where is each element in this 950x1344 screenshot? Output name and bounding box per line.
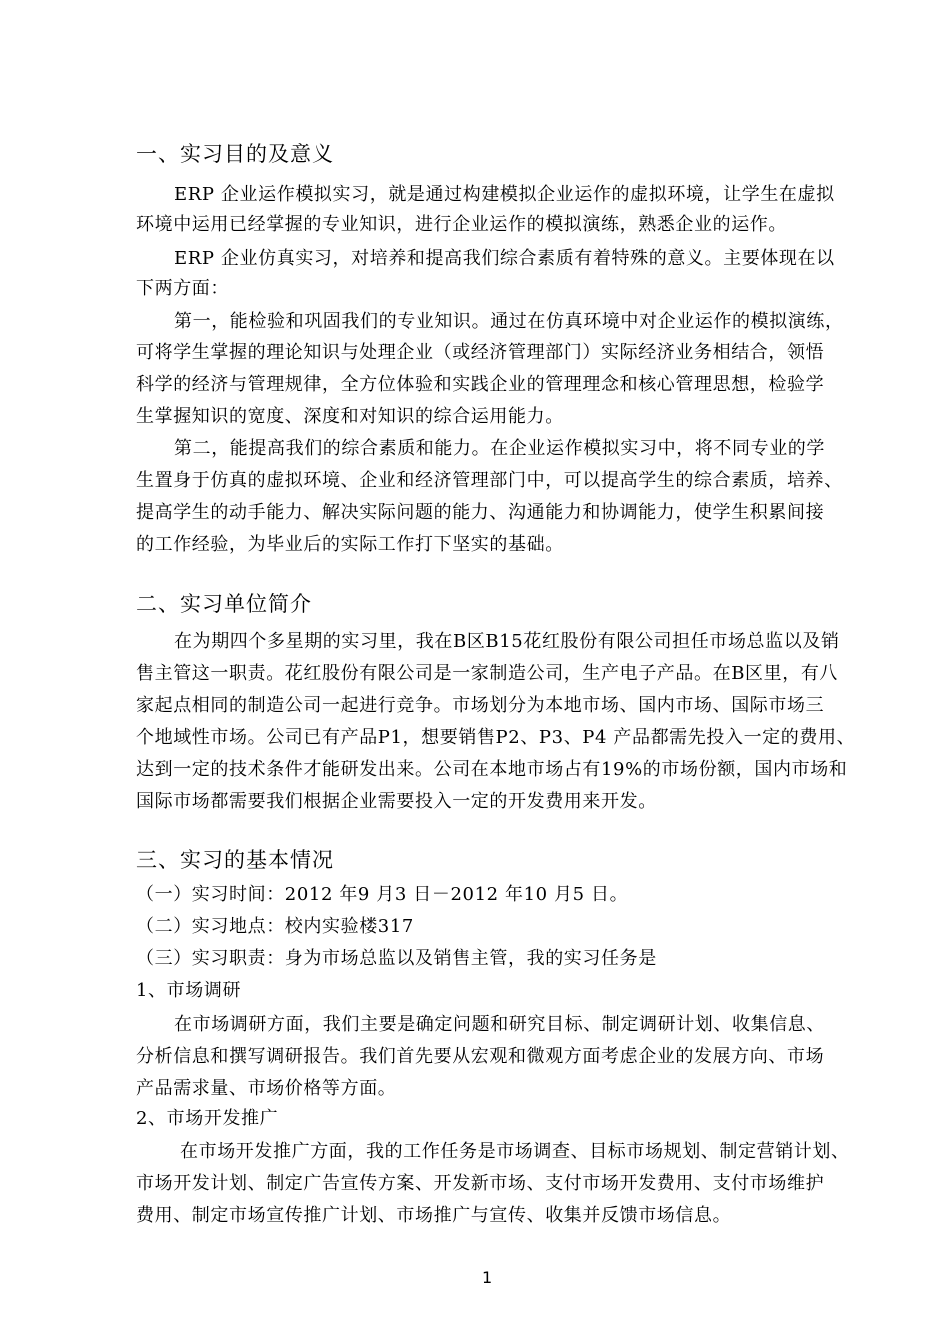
- section-heading-basics: 三、实习的基本情况: [136, 848, 334, 872]
- paragraph-line: （二）实习地点：校内实验楼317: [136, 916, 414, 937]
- paragraph-line: 费用、制定市场宣传推广计划、市场推广与宣传、收集并反馈市场信息。: [136, 1205, 732, 1226]
- paragraph-line: 在市场调研方面，我们主要是确定问题和研究目标、制定调研计划、收集信息、: [174, 1014, 825, 1035]
- paragraph-line: 家起点相同的制造公司一起进行竞争。市场划分为本地市场、国内市场、国际市场三: [136, 695, 825, 716]
- paragraph-line: 市场开发计划、制定广告宣传方案、开发新市场、支付市场开发费用、支付市场维护: [136, 1173, 825, 1194]
- paragraph-line: 产品需求量、市场价格等方面。: [136, 1078, 397, 1099]
- paragraph-line: 环境中运用已经掌握的专业知识，进行企业运作的模拟演练，熟悉企业的运作。: [136, 214, 787, 235]
- paragraph-line: ERP 企业仿真实习，对培养和提高我们综合素质有着特殊的意义。主要体现在以: [174, 248, 835, 269]
- paragraph-line: 在市场开发推广方面，我的工作任务是市场调查、目标市场规划、制定营销计划、: [180, 1141, 850, 1162]
- page-number: 1: [482, 1268, 493, 1287]
- paragraph-line: ERP 企业运作模拟实习，就是通过构建模拟企业运作的虚拟环境，让学生在虚拟: [174, 184, 835, 205]
- paragraph-line: 第二，能提高我们的综合素质和能力。在企业运作模拟实习中，将不同专业的学: [174, 438, 825, 459]
- paragraph-line: 可将学生掌握的理论知识与处理企业（或经济管理部门）实际经济业务相结合，领悟: [136, 342, 825, 363]
- subheading-line: 2、市场开发推广: [136, 1108, 279, 1129]
- paragraph-line: 的工作经验，为毕业后的实际工作打下坚实的基础。: [136, 534, 564, 555]
- subheading-line: 1、市场调研: [136, 980, 242, 1001]
- paragraph-line: （三）实习职责：身为市场总监以及销售主管，我的实习任务是: [136, 948, 657, 969]
- paragraph-line: 第一，能检验和巩固我们的专业知识。通过在仿真环境中对企业运作的模拟演练，: [174, 311, 844, 332]
- paragraph-line: 生置身于仿真的虚拟环境、企业和经济管理部门中，可以提高学生的综合素质，培养、: [136, 470, 843, 491]
- paragraph-line: 在为期四个多星期的实习里，我在B区B15花红股份有限公司担任市场总监以及销: [174, 631, 840, 652]
- paragraph-line: 分析信息和撰写调研报告。我们首先要从宏观和微观方面考虑企业的发展方向、市场: [136, 1046, 825, 1067]
- section-heading-purpose: 一、实习目的及意义: [136, 142, 334, 166]
- paragraph-line: 提高学生的动手能力、解决实际问题的能力、沟通能力和协调能力，使学生积累间接: [136, 502, 825, 523]
- paragraph-line: 个地域性市场。公司已有产品P1，想要销售P2、P3、P4 产品都需先投入一定的费用、: [136, 727, 856, 748]
- section-heading-company: 二、实习单位简介: [136, 592, 312, 616]
- paragraph-line: 国际市场都需要我们根据企业需要投入一定的开发费用来开发。: [136, 791, 657, 812]
- paragraph-line: 科学的经济与管理规律，全方位体验和实践企业的管理理念和核心管理思想，检验学: [136, 374, 825, 395]
- paragraph-line: 生掌握知识的宽度、深度和对知识的综合运用能力。: [136, 406, 564, 427]
- paragraph-line: 达到一定的技术条件才能研发出来。公司在本地市场占有19%的市场份额，国内市场和: [136, 759, 848, 780]
- paragraph-line: 下两方面：: [136, 278, 229, 299]
- paragraph-line: 售主管这一职责。花红股份有限公司是一家制造公司，生产电子产品。在B区里，有八: [136, 663, 839, 684]
- paragraph-line: （一）实习时间：2012 年9 月3 日－2012 年10 月5 日。: [136, 884, 629, 905]
